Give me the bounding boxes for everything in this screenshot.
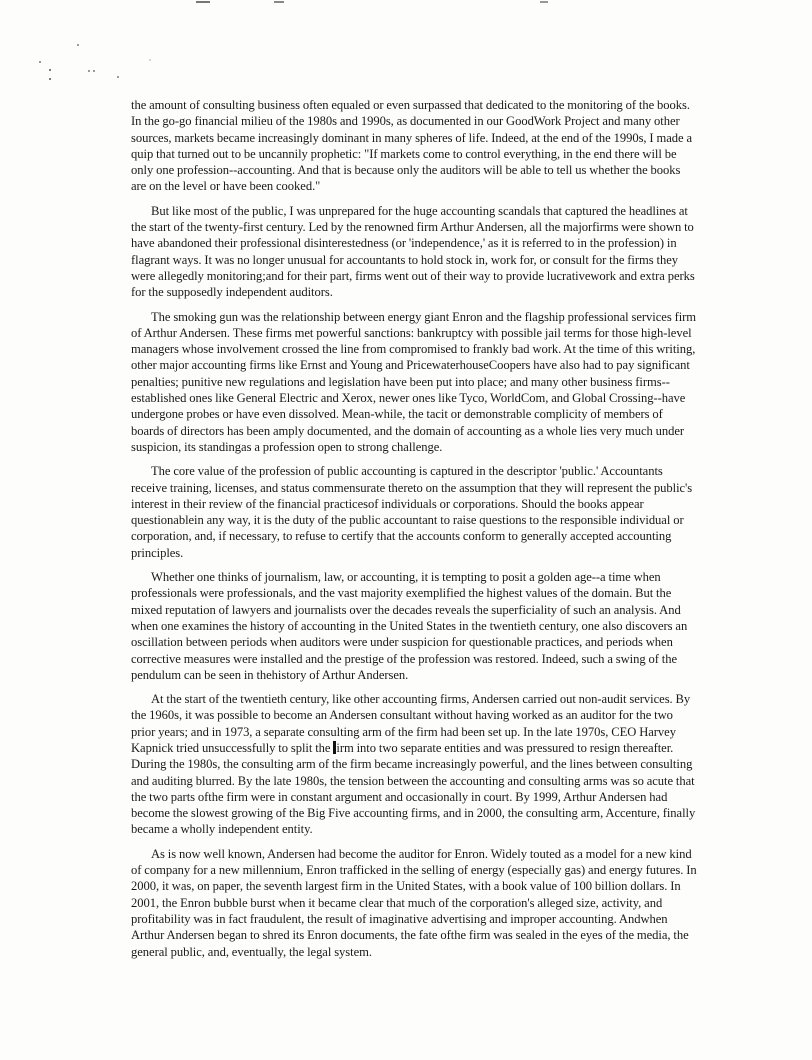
speck: [117, 76, 119, 78]
paragraph-6-part-2: irm into two separate entities and was pressured to resign thereafter. During the 1980s, the consulting arm of the firm became increasingly powerful, and the lines between consulting and auditing blurred. By the late 1980s, the tension between the accounting and consulting arms was so acute that the two parts ofthe firm were in constant argument and occasionally in court. By 1999, Arthur Andersen had become the slowest growing of the Big Five accounting firms, and in 2000, the consulting arm, Accenture, finally became a wholly independent entity.: [131, 740, 696, 837]
paragraph-2: But like most of the public, I was unprepared for the huge accounting scandals that captured the headlines at the start of the twenty-first century. Led by the renowned firm Arthur Andersen, all the majorfirms were shown to have abandoned their professional disinterestedness (or 'independence,' as it is referred to in the profession) in flagrant ways. It was no longer unusual for accountants to hold stock in, work for, or consult for the firms they were allegedly monitoring;and for their part, firms went out of their way to provide lucrativework and extra perks for the supposedly independent auditors.: [131, 203, 695, 300]
speck: [39, 61, 41, 63]
speck: [196, 1, 210, 3]
speck: [77, 44, 79, 46]
speck: [49, 69, 51, 71]
paragraph-6-part-1: At the start of the twentieth century, like other accounting firms, Andersen carried out non-audit services. By the 1960s, it was possible to become an Andersen consultant without having worked as an auditor for the two prior years; and in 1973, a separate consulting arm of the firm had been set up. In the late 1970s, CEO Harvey Kapnick tried unsuccessfully to split the: [131, 692, 691, 755]
speck: [88, 70, 90, 72]
speck: [540, 1, 548, 3]
speck: [49, 78, 51, 80]
speck: [93, 70, 95, 72]
body-text: [131, 97, 697, 968]
speck: [149, 59, 150, 60]
paragraph-4: The core value of the profession of public accounting is captured in the descriptor 'public.' Accountants receive training, licenses, and status commensurate thereto on the assumption that they will represent the public's interest in their review of the financial practicesof individuals or corporations. Should the books appear questionablein any way, it is the duty of the public accountant to raise questions to the responsible individual or corporation, and, if necessary, to refuse to certify that the accounts conform to generally accepted accounting principles.: [131, 464, 693, 560]
paragraph-7: As is now well known, Andersen had become the auditor for Enron. Widely touted as a model for a new kind of company for a new millennium, Enron trafficked in the selling of energy (especially gas) and energy futures. In 2000, it was, on paper, the seventh largest firm in the United States, with a book value of 100 billion dollars. In 2001, the Enron bubble burst when it became clear that much of the corporation's alleged size, activity, and profitability was in fact fraudulent, the result of imaginative advertising and improper accounting. Andwhen Arthur Andersen began to shred its Enron documents, the fate ofthe firm was sealed in the eyes of the media, the general public, and, eventually, the legal system.: [131, 846, 697, 959]
speck: [274, 1, 284, 3]
paragraph-5: Whether one thinks of journalism, law, or accounting, it is tempting to posit a golden age--a time when professionals were professionals, and the vast majority exemplified the highest values of the domain. But the mixed reputation of lawyers and journalists over the decades reveals the superficiality of such an analysis. And when one examines the history of accounting in the United States in the twentieth century, one also discovers an oscillation between periods when auditors were under suspicion for questionable practices, and periods when corrective measures were installed and the prestige of the profession was restored. Indeed, such a swing of the pendulum can be seen in thehistory of Arthur Andersen.: [131, 570, 688, 682]
paragraph-1: the amount of consulting business often equaled or even surpassed that dedicated to the monitoring of the books. In the go-go financial milieu of the 1980s and 1990s, as documented in our GoodWork Project and many other sources, markets became increasingly dominant in many spheres of life. Indeed, at the end of the 1990s, I made a quip that turned out to be uncannily prophetic: "If markets come to control everything, in the end there will be only one profession--accounting. And that is because only the auditors will be able to tell us whether the books are on the level or have been cooked.": [131, 98, 692, 194]
paragraph-6: [131, 691, 697, 838]
paragraph-3: The smoking gun was the relationship between energy giant Enron and the flagship professional services firm of Arthur Andersen. These firms met powerful sanctions: bankruptcy with possible jail terms for those high-level managers whose involvement crossed the line from compromised to frankly bad work. At the time of this writing, other major accounting firms like Ernst and Young and PricewaterhouseCoopers have also had to pay significant penalties; punitive new regulations and legislation have been put into place; and many other business firms--established ones like General Electric and Xerox, newer ones like Tyco, WorldCom, and Global Crossing--have undergone probes or have even dissolved. Mean-while, the tacit or demonstrable complicity of members of boards of directors has been amply documented, and the domain of accounting as a whole lies very much under suspicion, its standingas a profession open to strong challenge.: [131, 309, 697, 454]
